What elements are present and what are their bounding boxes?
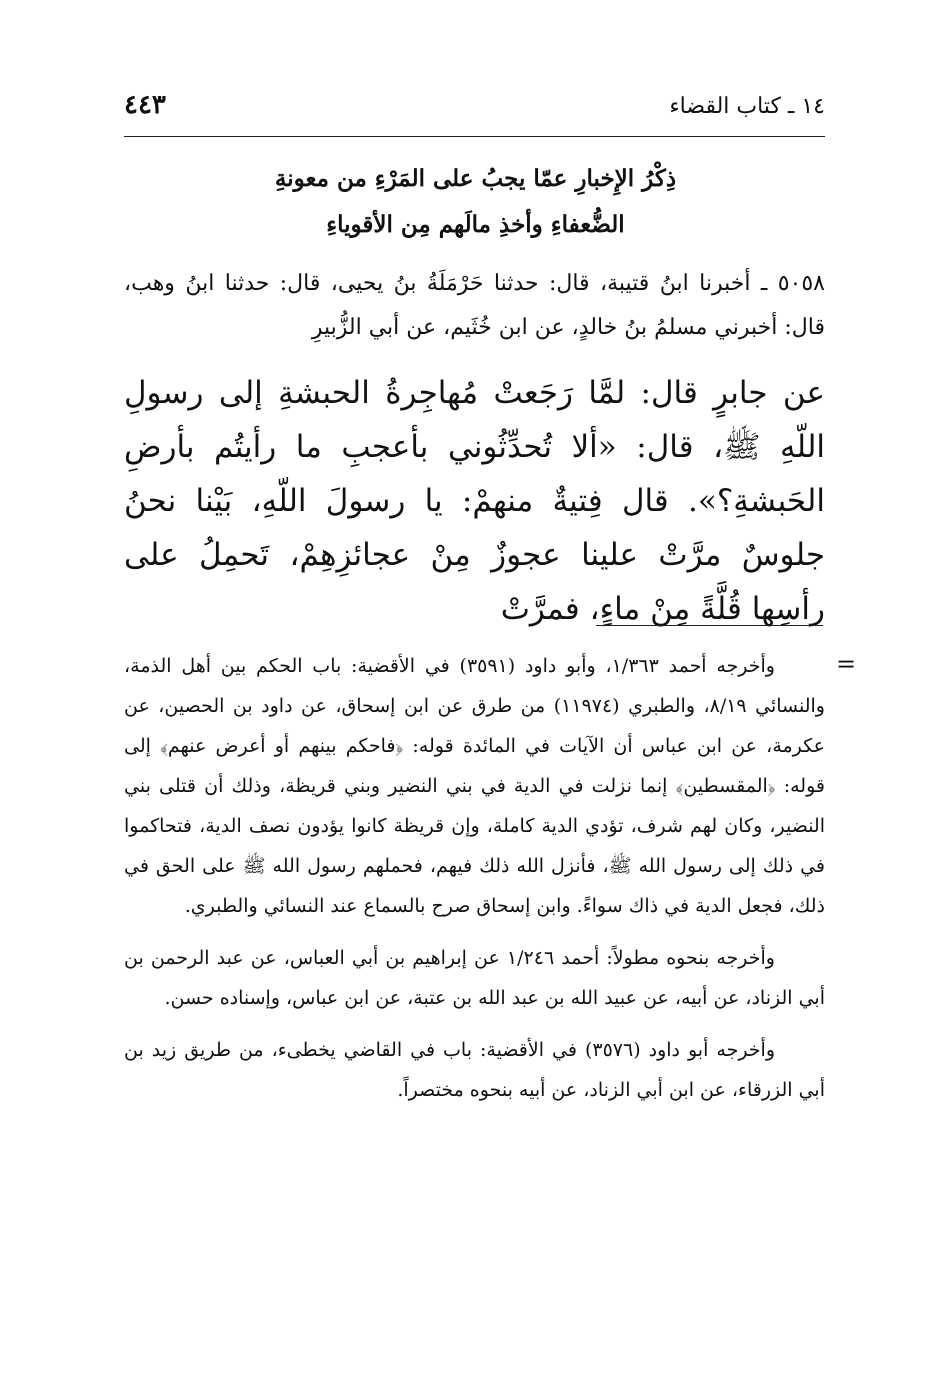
hadith-isnad: ٥٠٥٨ ـ أخبرنا ابنُ قتيبة، قال: حدثنا حَرْمَلَةُ بنُ يحيى، قال: حدثنا ابنُ وهب، قال: أخبرني مسلمُ بنُ خالدٍ، عن ابن خُثَيم، عن أبي الزُّبيرِ [124, 271, 825, 340]
heading-line-1: ذِكْرُ الإِخبارِ عمّا يجبُ على المَرْءِ من معونةِ [274, 165, 677, 192]
running-header [124, 88, 825, 128]
footnote-paragraph: وأخرجه بنحوه مطولاً: أحمد ١/٢٤٦ عن إبراهيم بن أبي العباس، عن عبد الرحمن بن أبي الزناد، عن أبيه، عن عبيد الله بن عبد الله بن عتبة، عن ابن عباس، وإسناده حسن. [124, 947, 825, 1009]
footnote-paragraph: وأخرجه أحمد ١/٣٦٣، وأبو داود (٣٥٩١) في الأقضية: باب الحكم بين أهل الذمة، والنسائي ٨/١٩، والطبري (١١٩٧٤) من طرق عن ابن إسحاق، عن داود بن الحصين، عن عكرمة، عن ابن عباس أن الآيات في المائدة قوله: ﴿فاحكم بينهم أو أعرض عنهم﴾ إلى قوله: ﴿المقسطين﴾ إنما نزلت في الدية في بني النضير وبني قريظة، وذلك أن قتلى بني النضير، وكان لهم شرف، تؤدي الدية كاملة، وإن قريظة كانوا يؤدون نصف الدية، فتحاكموا في ذلك إلى رسول الله ﷺ، فأنزل الله ذلك فيهم، فحملهم رسول الله ﷺ على الحق في ذلك، فجعل الدية في ذاك سواءً. وابن إسحاق صرح بالسماع عند النسائي والطبري. [124, 655, 825, 917]
footnote-divider [596, 625, 823, 626]
section-heading [130, 156, 821, 248]
footnote-continuation-marker: = [836, 650, 857, 678]
chapter-title: ١٤ ـ كتاب القضاء [669, 94, 825, 119]
hadith-matn: عن جابرٍ قال: لمَّا رَجَعتْ مُهاجِرةُ الحبشةِ إلى رسولِ اللّهِ ﷺ، قال: «ألا تُحدِّثُوني بأعجبِ ما رأيتُم بأرضِ الحَبشةِ؟». قال فِتيةٌ منهمْ: يا رسولَ اللّهِ، بَيْنا نحنُ جلوسٌ مرَّتْ علينا عجوزٌ مِنْ عجائزِهِمْ، تَحمِلُ على رأسِها قُلَّةً مِنْ ماءٍ، فمرَّتْ [124, 375, 825, 627]
footnotes [124, 646, 825, 1122]
page-number: ٤٤٣ [124, 90, 166, 120]
header-divider [124, 136, 825, 137]
footnote-paragraph: وأخرجه أبو داود (٣٥٧٦) في الأقضية: باب في القاضي يخطىء، من طريق زيد بن أبي الزرقاء، عن ابن أبي الزناد، عن أبيه بنحوه مختصراً. [124, 1039, 825, 1101]
heading-line-2: الضُّعفاءِ وأخذِ مالَهم مِن الأقوياءِ [326, 211, 625, 238]
